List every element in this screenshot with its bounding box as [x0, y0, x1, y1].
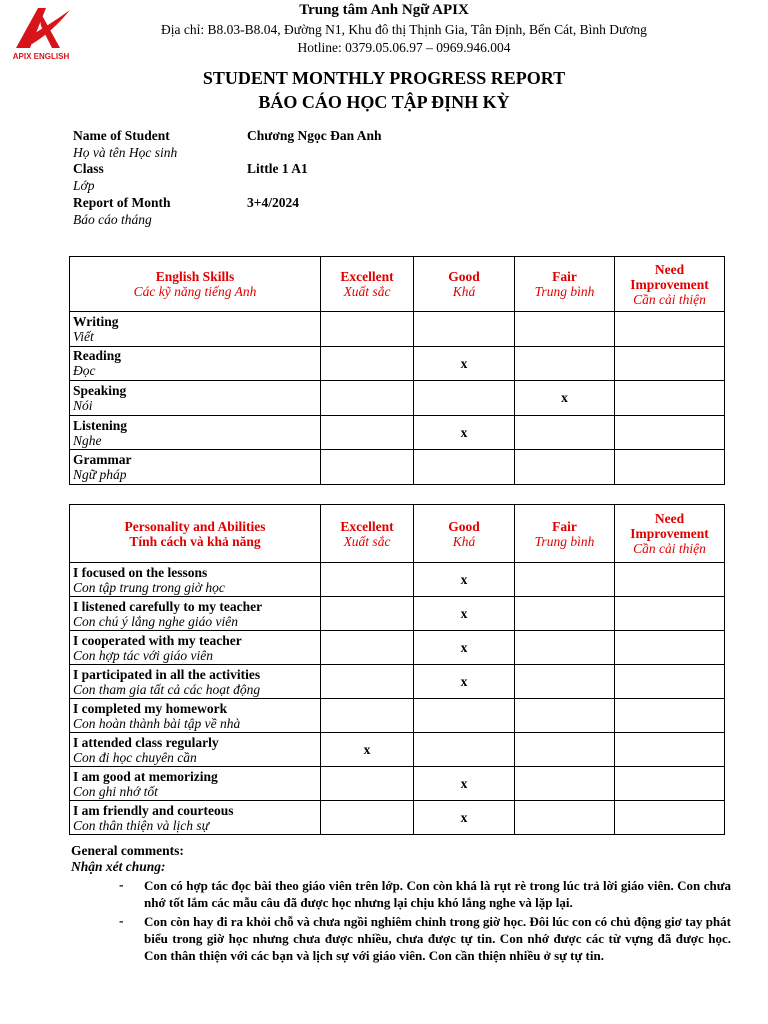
table-row — [70, 415, 725, 450]
rating-cell — [321, 346, 414, 381]
rating-cell — [515, 597, 615, 631]
header-good: Good Khá — [414, 257, 515, 312]
comments-label-vi: Nhận xét chung: — [71, 859, 166, 874]
comments-label-en: General comments: — [71, 843, 184, 858]
rating-cell — [321, 415, 414, 450]
table-row — [70, 767, 725, 801]
row-label-vi: Viết — [73, 328, 94, 344]
row-label-cell — [70, 415, 321, 450]
row-label-cell — [70, 597, 321, 631]
rating-cell: x — [414, 801, 515, 835]
row-label-en: I completed my homework — [73, 700, 228, 716]
rating-cell — [515, 733, 615, 767]
report-title-en: STUDENT MONTHLY PROGRESS REPORT — [202, 68, 566, 88]
row-label-vi: Con hợp tác với giáo viên — [73, 647, 214, 663]
rating-cell: x — [414, 665, 515, 699]
row-label-vi: Ngữ pháp — [73, 467, 127, 483]
rating-cell — [615, 346, 725, 381]
row-label-en: I attended class regularly — [73, 734, 219, 750]
personality-header-cell: Personality and Abilities Tính cách và khả năng — [70, 505, 321, 563]
header-need-improvement: Need Improvement Cần cải thiện — [615, 505, 725, 563]
info-label-month-vi: Báo cáo tháng — [73, 212, 152, 227]
rating-cell — [615, 597, 725, 631]
rating-cell — [515, 346, 615, 381]
rating-cell — [515, 563, 615, 597]
rating-cell — [515, 699, 615, 733]
row-label-cell — [70, 381, 321, 416]
rating-cell — [321, 563, 414, 597]
info-label-class-en: Class — [73, 161, 104, 176]
header-excellent: Excellent Xuất sắc — [321, 505, 414, 563]
table-row — [70, 450, 725, 485]
rating-cell — [515, 665, 615, 699]
logo-text: APIX ENGLISH — [12, 52, 70, 61]
rating-cell: x — [414, 631, 515, 665]
row-label-cell — [70, 346, 321, 381]
skills-header-cell: English Skills Các kỹ năng tiếng Anh — [70, 257, 321, 312]
row-label-vi: Con chú ý lắng nghe giáo viên — [73, 613, 238, 629]
table-row — [70, 665, 725, 699]
table-row — [70, 312, 725, 347]
rating-cell — [615, 665, 725, 699]
header-fair: Fair Trung bình — [515, 257, 615, 312]
rating-cell — [321, 801, 414, 835]
table-row — [70, 699, 725, 733]
rating-cell — [515, 767, 615, 801]
rating-cell — [321, 450, 414, 485]
row-label-cell — [70, 450, 321, 485]
row-label-cell — [70, 801, 321, 835]
comment-text: Con còn hay đi ra khỏi chỗ và chưa ngồi nghiêm chỉnh trong giờ học. Đôi lúc con có chủ động giơ tay phát biểu trong giờ học nhưng chưa được nhiều, chưa được tự tin. Con nhớ được các từ vựng đã được học. Con thân thiện với các bạn và lịch sự với giáo viên. Con cần thiện nhiều ở sự tự tin. — [144, 914, 731, 963]
rating-cell — [321, 665, 414, 699]
row-label-cell — [70, 631, 321, 665]
row-label-vi: Con tham gia tất cả các hoạt động — [73, 681, 261, 697]
table-row — [70, 563, 725, 597]
skills-header-row — [70, 257, 725, 312]
rating-cell — [615, 801, 725, 835]
center-name: Trung tâm Anh Ngữ APIX — [299, 2, 469, 18]
report-title-vi: BÁO CÁO HỌC TẬP ĐỊNH KỲ — [258, 92, 510, 112]
row-label-en: I cooperated with my teacher — [73, 632, 242, 648]
info-label-class-vi: Lớp — [73, 178, 95, 193]
rating-cell — [615, 415, 725, 450]
row-label-en: I am friendly and courteous — [73, 802, 234, 818]
rating-cell — [414, 450, 515, 485]
rating-cell — [515, 631, 615, 665]
info-value-class: Little 1 A1 — [247, 161, 308, 176]
info-value-name: Chương Ngọc Đan Anh — [247, 128, 382, 143]
comment-item: - Con còn hay đi ra khỏi chỗ và chưa ngồi nghiêm chỉnh trong giờ học. Đôi lúc con có chủ động giơ tay phát biểu trong giờ học nhưng chưa được nhiều, chưa được tự tin. Con nhớ được các từ vựng đã được học. Con thân thiện với các bạn và lịch sự với giáo viên. Con cần thiện nhiều ở sự tự tin. — [119, 913, 731, 963]
comment-item: - Con có hợp tác đọc bài theo giáo viên trên lớp. Con còn khá là rụt rè trong lúc trả lời giáo viên. Con chưa nhớ tốt lắm các mẫu câu đã được học nhưng lại chịu khó lắng nghe và lặp lại. — [119, 877, 731, 910]
rating-cell — [321, 631, 414, 665]
rating-cell — [414, 699, 515, 733]
rating-cell: x — [414, 415, 515, 450]
row-label-vi: Con tập trung trong giờ học — [73, 579, 225, 595]
skills-table — [69, 256, 725, 485]
row-label-en: Listening — [73, 417, 128, 433]
rating-cell — [615, 767, 725, 801]
rating-cell: x — [321, 733, 414, 767]
center-address: Địa chỉ: B8.03-B8.04, Đường N1, Khu đô thị Thịnh Gia, Tân Định, Bến Cát, Bình Dương — [161, 22, 647, 37]
rating-cell — [321, 312, 414, 347]
rating-cell — [615, 631, 725, 665]
rating-cell — [615, 312, 725, 347]
comment-text: Con có hợp tác đọc bài theo giáo viên trên lớp. Con còn khá là rụt rè trong lúc trả lời giáo viên. Con chưa nhớ tốt lắm các mẫu câu đã được học nhưng lại chịu khó lắng nghe và lặp lại. — [144, 878, 731, 910]
row-label-cell — [70, 733, 321, 767]
info-label-name-en: Name of Student — [73, 128, 170, 143]
row-label-vi: Con đi học chuyên cần — [73, 749, 197, 765]
rating-cell — [414, 312, 515, 347]
rating-cell: x — [414, 597, 515, 631]
general-comments — [71, 843, 731, 964]
header-fair: Fair Trung bình — [515, 505, 615, 563]
row-label-cell — [70, 563, 321, 597]
row-label-cell — [70, 665, 321, 699]
table-row — [70, 631, 725, 665]
row-label-vi: Con hoàn thành bài tập về nhà — [73, 715, 241, 731]
row-label-vi: Đọc — [73, 363, 96, 379]
rating-cell — [615, 381, 725, 416]
rating-cell: x — [414, 563, 515, 597]
row-label-cell — [70, 767, 321, 801]
rating-cell — [615, 699, 725, 733]
table-row — [70, 346, 725, 381]
row-label-en: Reading — [73, 348, 122, 364]
row-label-cell — [70, 699, 321, 733]
row-label-vi: Con ghi nhớ tốt — [73, 783, 158, 799]
info-label-name-vi: Họ và tên Học sinh — [73, 145, 178, 160]
info-value-month: 3+4/2024 — [247, 195, 299, 210]
row-label-en: I focused on the lessons — [73, 564, 208, 580]
rating-cell — [414, 733, 515, 767]
header-excellent: Excellent Xuất sắc — [321, 257, 414, 312]
center-hotline: Hotline: 0379.05.06.97 – 0969.946.004 — [297, 40, 511, 55]
row-label-en: I listened carefully to my teacher — [73, 598, 263, 614]
table-row — [70, 733, 725, 767]
header-good: Good Khá — [414, 505, 515, 563]
row-label-en: Writing — [73, 313, 119, 329]
rating-cell — [615, 563, 725, 597]
personality-header-row — [70, 505, 725, 563]
table-row — [70, 381, 725, 416]
row-label-en: I am good at memorizing — [73, 768, 218, 784]
row-label-en: I participated in all the activities — [73, 666, 261, 682]
row-label-cell — [70, 312, 321, 347]
rating-cell — [515, 801, 615, 835]
row-label-en: Speaking — [73, 382, 127, 398]
row-label-en: Grammar — [73, 452, 132, 468]
rating-cell: x — [414, 767, 515, 801]
row-label-vi: Nghe — [73, 432, 102, 448]
rating-cell — [414, 381, 515, 416]
rating-cell: x — [414, 346, 515, 381]
rating-cell — [321, 699, 414, 733]
rating-cell — [515, 415, 615, 450]
rating-cell: x — [515, 381, 615, 416]
header-need-improvement: Need Improvement Cần cải thiện — [615, 257, 725, 312]
rating-cell — [515, 312, 615, 347]
info-label-month-en: Report of Month — [73, 195, 171, 210]
table-row — [70, 801, 725, 835]
table-row — [70, 597, 725, 631]
rating-cell — [515, 450, 615, 485]
personality-table — [69, 504, 725, 835]
rating-cell — [615, 450, 725, 485]
rating-cell — [321, 381, 414, 416]
rating-cell — [321, 767, 414, 801]
rating-cell — [321, 597, 414, 631]
row-label-vi: Nói — [73, 397, 93, 413]
rating-cell — [615, 733, 725, 767]
row-label-vi: Con thân thiện và lịch sự — [73, 817, 209, 833]
